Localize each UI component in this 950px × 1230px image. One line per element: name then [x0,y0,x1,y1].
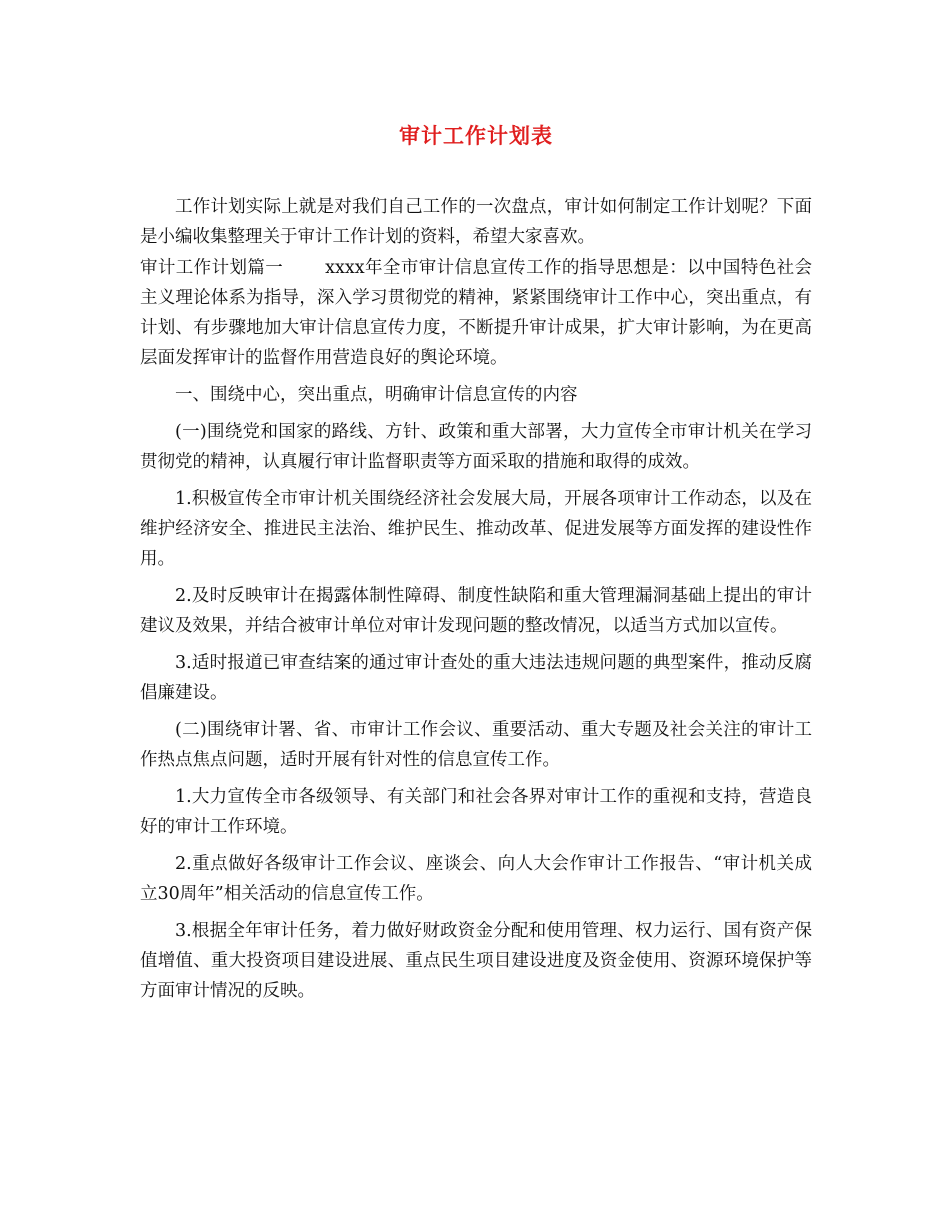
list-item: 1.大力宣传全市各级领导、有关部门和社会各界对审计工作的重视和支持，营造良好的审计工作环境。 [140,787,812,837]
list-item: 2.及时反映审计在揭露体制性障碍、制度性缺陷和重大管理漏洞基础上提出的审计建议及效果，并结合被审计单位对审计发现问题的整改情况，以适当方式加以宣传。 [140,586,812,636]
document-page [140,118,812,1013]
list-item: 3.适时报道已审查结案的通过审计查处的重大违法违规问题的典型案件，推动反腐倡廉建设。 [140,653,812,703]
list-item: 1.积极宣传全市审计机关围绕经济社会发展大局，开展各项审计工作动态，以及在维护经济安全、推进民主法治、维护民生、推动改革、促进发展等方面发挥的建设性作用。 [140,489,812,569]
document-title: 审计工作计划表 [399,123,553,148]
section-text: xxxx年全市审计信息宣传工作的指导思想是：以中国特色社会主义理论体系为指导，深入学习贯彻党的精神，紧紧围绕审计工作中心，突出重点，有计划、有步骤地加大审计信息宣传力度，不断提升审计成果，扩大审计影响，为在更高层面发挥审计的监督作用营造良好的舆论环境。 [140,258,812,368]
heading-1: 一、围绕中心，突出重点，明确审计信息宣传的内容 [175,385,578,405]
section-label: 审计工作计划篇一 [140,258,284,278]
sub-heading-1: (一)围绕党和国家的路线、方针、政策和重大部署，大力宣传全市审计机关在学习贯彻党的精神，认真履行审计监督职责等方面采取的措施和取得的成效。 [140,422,812,472]
sub-heading-2: (二)围绕审计署、省、市审计工作会议、重要活动、重大专题及社会关注的审计工作热点焦点问题，适时开展有针对性的信息宣传工作。 [140,720,812,770]
intro-paragraph: 工作计划实际上就是对我们自己工作的一次盘点，审计如何制定工作计划呢？下面是小编收集整理关于审计工作计划的资料，希望大家喜欢。 [140,197,812,247]
list-item: 3.根据全年审计任务，着力做好财政资金分配和使用管理、权力运行、国有资产保值增值、重大投资项目建设进展、重点民生项目建设进度及资金使用、资源环境保护等方面审计情况的反映。 [140,921,812,1001]
list-item: 2.重点做好各级审计工作会议、座谈会、向人大会作审计工作报告、“审计机关成立30周年”相关活动的信息宣传工作。 [140,854,812,904]
section-paragraph [140,253,812,373]
